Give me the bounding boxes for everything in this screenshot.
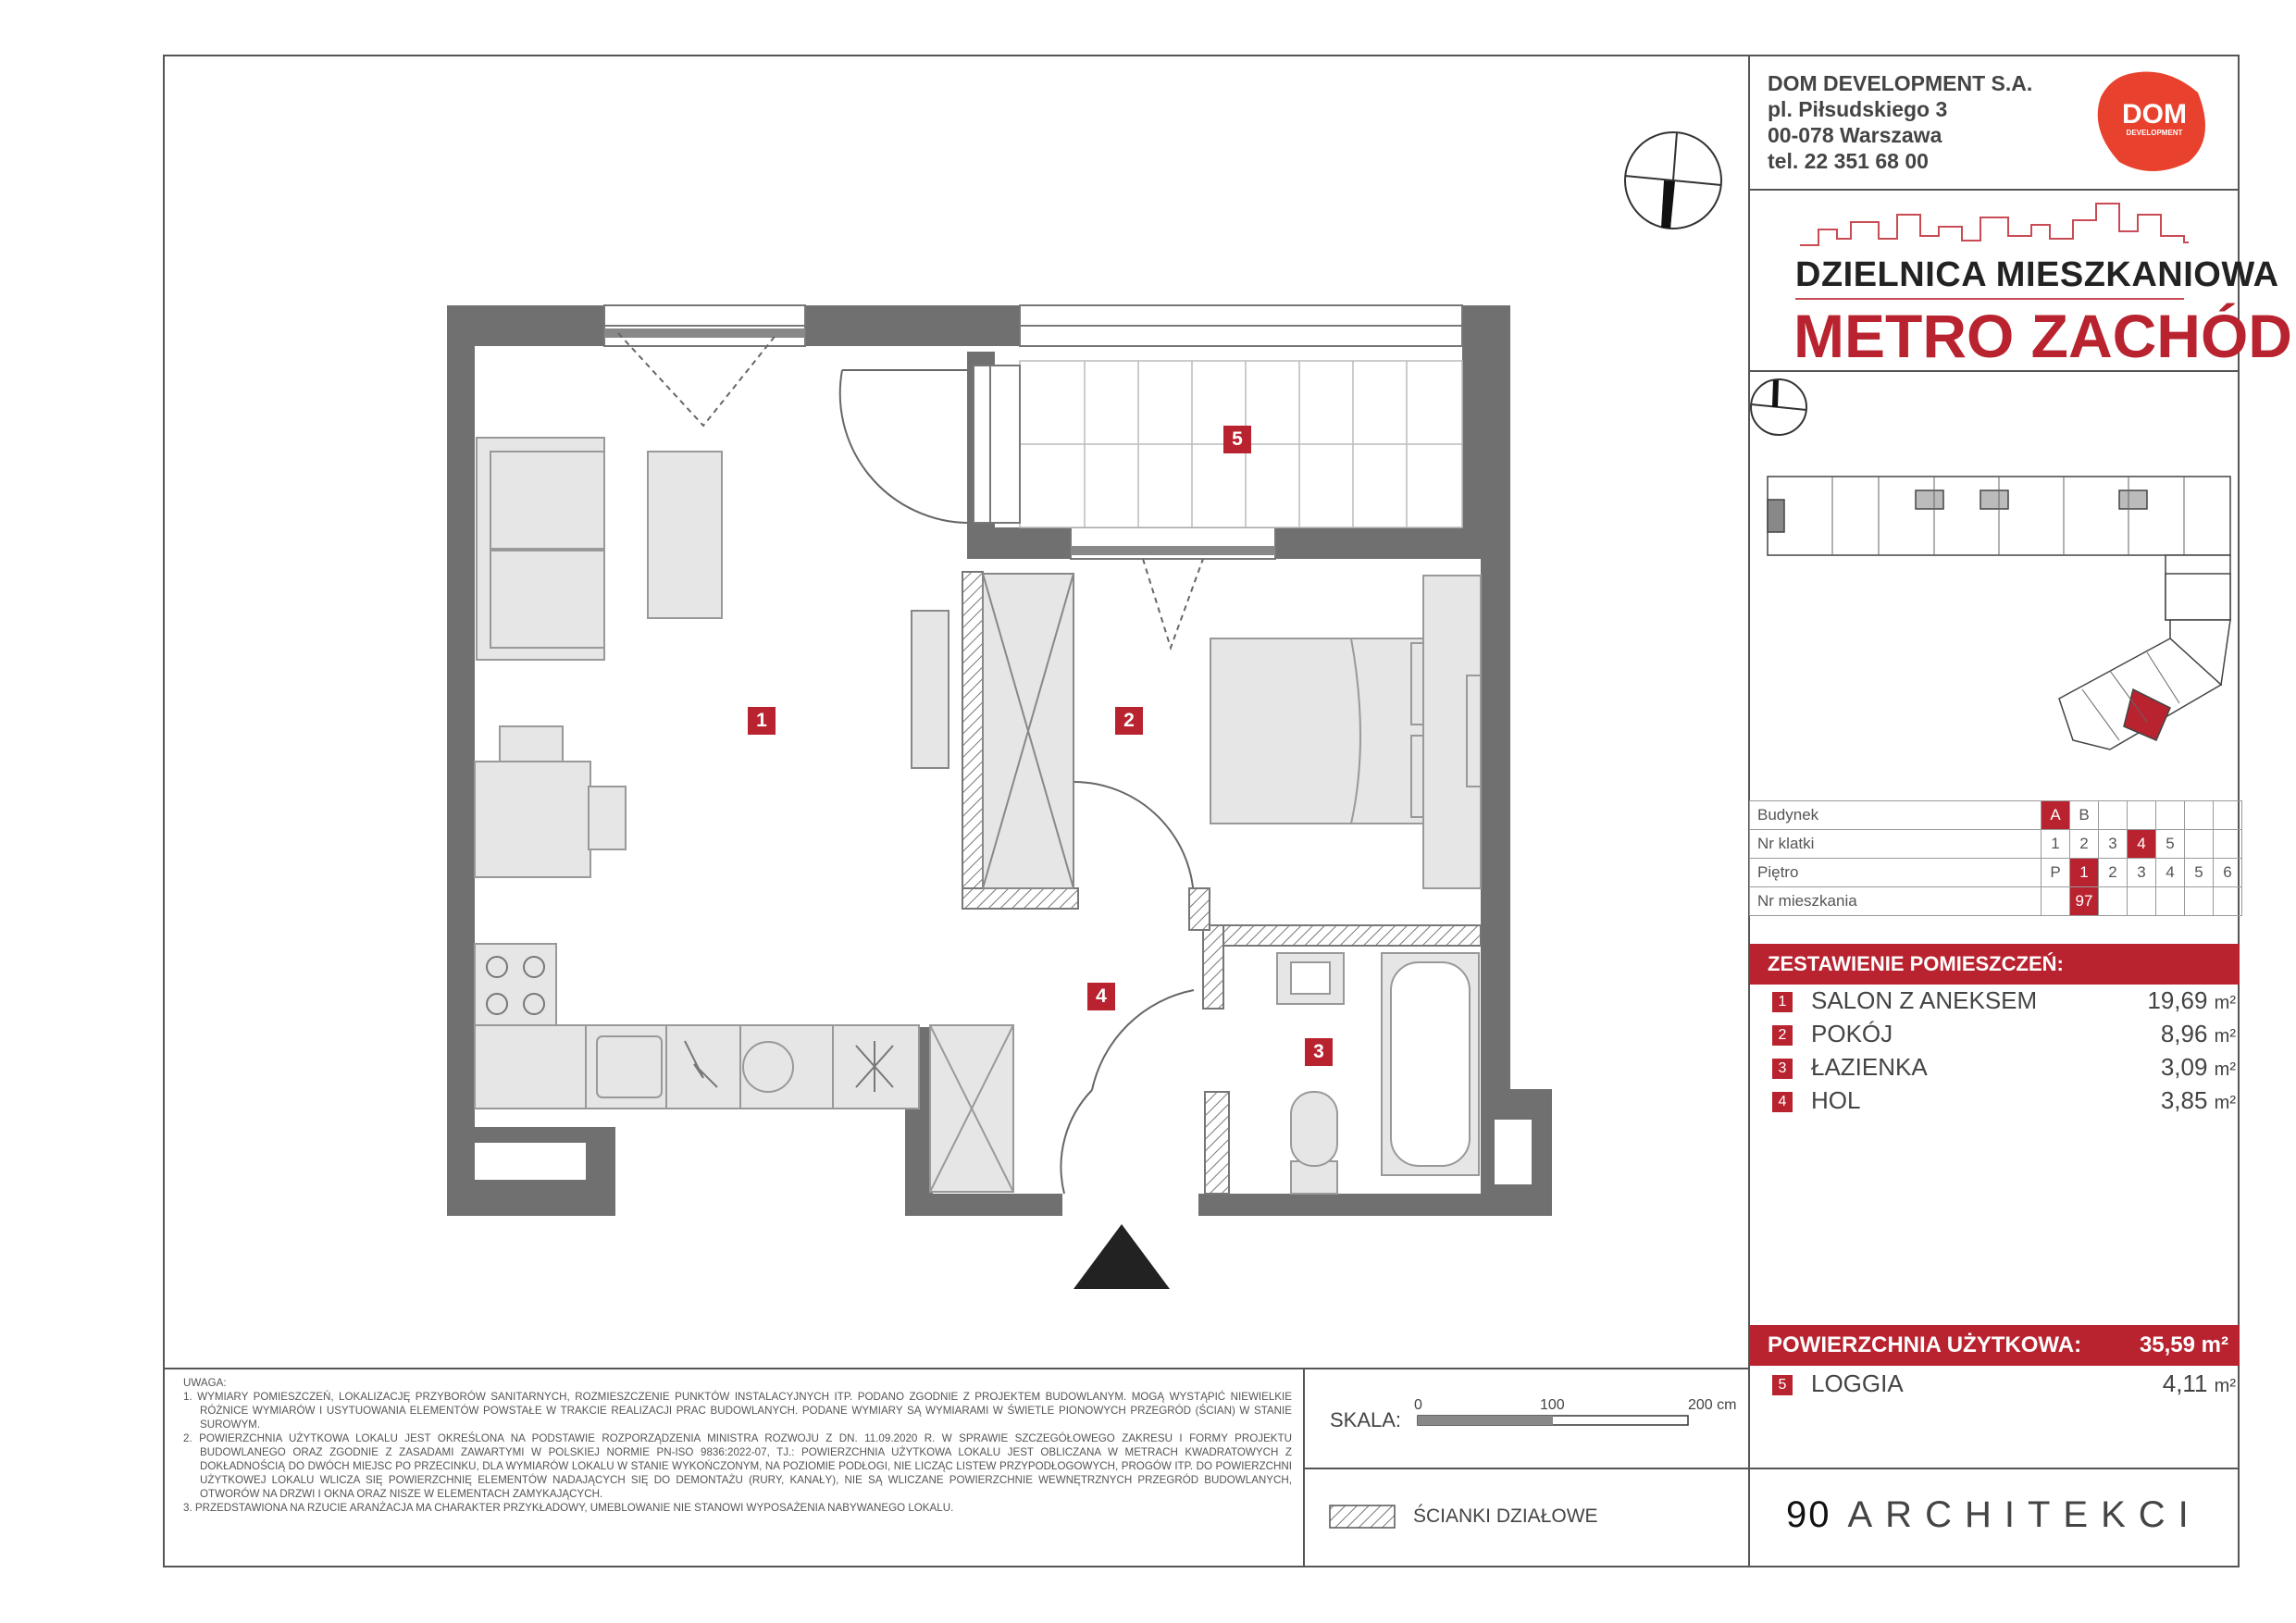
room-number: 4 [1772, 1092, 1793, 1112]
room-row [1772, 1051, 2240, 1084]
info-cell [2185, 801, 2214, 830]
room-area: 3,85 m² [2160, 1086, 2236, 1114]
scale-bar [1418, 1416, 1688, 1425]
usable-area-bar [1749, 1325, 2240, 1366]
window-top [604, 305, 805, 346]
info-row [1750, 830, 2242, 859]
info-row-label: Nr klatki [1750, 830, 2042, 859]
loggia-area: 4,11 m² [2162, 1369, 2236, 1397]
company-street: pl. Piłsudskiego 3 [1768, 97, 1948, 121]
small-north-arrow-icon [1751, 379, 1806, 435]
plan-label-5: 5 [1223, 426, 1251, 453]
plan-label-4: 4 [1087, 983, 1115, 1010]
dom-logo-icon [2098, 72, 2205, 172]
info-cell [2156, 801, 2185, 830]
loggia [974, 305, 1462, 527]
info-cell [2214, 830, 2242, 859]
note-item-1: 1. WYMIARY POMIESZCZEŃ, LOKALIZACJĘ PRZYBORÓW SANITARNYCH, ROZMIESZCZENIE PUNKTÓW INSTALACYJNYCH ITP. PODANO ZGODNIE Z PROJEKTEM BUDOWLANYM. MOGĄ WYSTĄPIĆ NIEWIELKIE RÓŻNICE WYMIARÓW I USYTUOWANIA ELEMENTÓW POWSTAŁE W TRAKCIE REALIZACJI PRAC BUDOWLANYCH. PODANE WYMIARY SĄ WYMIARAMI W ŚWIETLE PIONOWYCH PRZEGRÓD (ŚCIAN) W STANIE SUROWYM. [183, 1391, 1292, 1431]
architect-number: 90 [1786, 1494, 1831, 1535]
room-row [1772, 1018, 2240, 1051]
hatch-pattern-icon [1330, 1505, 1395, 1528]
svg-text:DEVELOPMENT: DEVELOPMENT [2126, 129, 2183, 137]
niche-left [475, 1143, 586, 1180]
loggia-number: 5 [1772, 1375, 1793, 1395]
loggia-name: LOGGIA [1811, 1369, 1904, 1397]
window-bedroom [1071, 527, 1275, 559]
info-cell: B [2070, 801, 2099, 830]
info-row [1750, 801, 2242, 830]
architect-logo [1786, 1494, 2202, 1536]
room-number: 1 [1772, 992, 1793, 1012]
info-row [1750, 859, 2242, 887]
info-row-label: Nr mieszkania [1750, 887, 2042, 916]
info-row-label: Budynek [1750, 801, 2042, 830]
architect-name: ARCHITEKCI [1847, 1494, 2202, 1535]
info-cell [2185, 887, 2214, 916]
usable-area-value: 35,59 m² [2139, 1332, 2228, 1357]
company-city: 00-078 Warszawa [1768, 123, 1942, 147]
room-area: 19,69 m² [2147, 986, 2236, 1014]
info-cell: 5 [2185, 859, 2214, 887]
info-cell [2214, 887, 2242, 916]
room-name: POKÓJ [1811, 1020, 1893, 1047]
info-cell: 2 [2099, 859, 2128, 887]
scale-tick-100: 100 [1540, 1397, 1565, 1413]
company-name: DOM DEVELOPMENT S.A. [1768, 71, 2033, 95]
info-cell: 4 [2128, 830, 2156, 859]
info-cell [2185, 830, 2214, 859]
room-row [1772, 985, 2240, 1018]
info-cell: 97 [2070, 887, 2099, 916]
info-cell [2099, 801, 2128, 830]
info-cell [2042, 887, 2070, 916]
company-info [1768, 70, 2032, 174]
rooms-header: ZESTAWIENIE POMIESZCZEŃ: [1749, 944, 2240, 985]
project-title-line2: METRO ZACHÓD [1793, 302, 2292, 370]
bathroom-fixtures [1277, 953, 1479, 1194]
plan-label-3: 3 [1305, 1038, 1333, 1066]
room-name: HOL [1811, 1086, 1861, 1114]
info-cell: A [2042, 801, 2070, 830]
project-title-line1: DZIELNICA MIESZKANIOWA [1795, 255, 2279, 294]
project-title-rule [1795, 298, 2184, 300]
room-row [1772, 1084, 2240, 1118]
scale-tick-200: 200 cm [1688, 1397, 1737, 1413]
plan-label-1: 1 [748, 707, 776, 735]
info-cell [2214, 801, 2242, 830]
bed [1210, 576, 1481, 888]
living-furniture [477, 438, 722, 660]
skyline-icon [1800, 204, 2189, 245]
dining-set [475, 726, 626, 877]
note-item-2: 2. POWIERZCHNIA UŻYTKOWA LOKALU JEST OKREŚLONA NA PODSTAWIE ROZPORZĄDZENIA MINISTRA ROZWOJU Z DN. 11.09.2020 R. W SPRAWIE SZCZEGÓŁOWEGO ZAKRESU I FORMY PROJEKTU BUDOWLANEGO ORAZ ZGODNIE Z ZASADAMI ZAWARTYMI W POLSKIEJ NORMIE PN-ISO 9836:2022-07, TJ.: POWIERZCHNIA UŻYTKOWA LOKALU JEST OBLICZANA W METRACH KWADRATOWYCH Z DOKŁADNOŚCIĄ DO DWÓCH MIEJSC PO PRZECINKU, DLA WYMIARÓW LOKALU W STANIE WYKOŃCZONYM, NA POZIOMIE PODŁOGI, NIE LICZĄC LISTEW PRZYPODŁOGOWYCH, PROGÓW ITP. DO POWIERZCHNI UŻYTKOWEJ LOKALU WLICZA SIĘ POWIERZCHNIĘ ELEMENTÓW NADAJĄCYCH SIĘ DO DEMONTAŻU (RURY, KANAŁY), NIE SĄ WLICZANE POWIERZCHNIE WEWNĘTRZNYCH PRZEGRÓD BUDOWLANYCH, OTWORÓW NA DRZWI I OKNA ORAZ NISZE W ELEMENTACH ZAMYKAJĄCYCH. [183, 1432, 1292, 1500]
room-number: 3 [1772, 1059, 1793, 1079]
north-arrow-icon [1625, 132, 1721, 229]
info-cell [2128, 801, 2156, 830]
niche-right [1495, 1120, 1532, 1184]
info-cell: 1 [2070, 859, 2099, 887]
room-number: 2 [1772, 1025, 1793, 1046]
info-cell [2128, 887, 2156, 916]
shelf [912, 611, 949, 768]
entrance-arrow-icon [1074, 1224, 1170, 1289]
usable-area-label: POWIERZCHNIA UŻYTKOWA: [1768, 1332, 2082, 1357]
info-cell: 5 [2156, 830, 2185, 859]
notes-block [183, 1376, 1292, 1515]
notes-title: UWAGA: [183, 1377, 227, 1389]
room-name: SALON Z ANEKSEM [1811, 986, 2038, 1014]
info-cell: 4 [2156, 859, 2185, 887]
info-cell: 1 [2042, 830, 2070, 859]
company-phone: tel. 22 351 68 00 [1768, 149, 1929, 173]
loggia-row [1772, 1368, 2240, 1401]
info-cell [2156, 887, 2185, 916]
legend-label: ŚCIANKI DZIAŁOWE [1413, 1505, 1598, 1527]
info-cell: 6 [2214, 859, 2242, 887]
svg-text:DOM: DOM [2122, 99, 2187, 130]
scale-label: SKALA: [1330, 1408, 1402, 1431]
info-cell: 2 [2070, 830, 2099, 859]
plan-label-2: 2 [1115, 707, 1143, 735]
room-area: 8,96 m² [2160, 1020, 2236, 1047]
info-row-label: Piętro [1750, 859, 2042, 887]
wardrobe [983, 574, 1074, 888]
building-keyplan [1768, 477, 2230, 750]
scale-tick-0: 0 [1414, 1397, 1422, 1413]
info-cell: 3 [2128, 859, 2156, 887]
note-item-3: 3. PRZEDSTAWIONA NA RZUCIE ARANŻACJA MA CHARAKTER PRZYKŁADOWY, UMEBLOWANIE NIE STANOWI WYPOSAŻENIA NABYWANEGO LOKALU. [183, 1502, 954, 1514]
room-area: 3,09 m² [2160, 1053, 2236, 1081]
info-cell [2099, 887, 2128, 916]
info-row [1750, 887, 2242, 916]
room-name: ŁAZIENKA [1811, 1053, 1928, 1081]
info-cell: 3 [2099, 830, 2128, 859]
apartment-info-table [1749, 800, 2242, 916]
info-cell: P [2042, 859, 2070, 887]
